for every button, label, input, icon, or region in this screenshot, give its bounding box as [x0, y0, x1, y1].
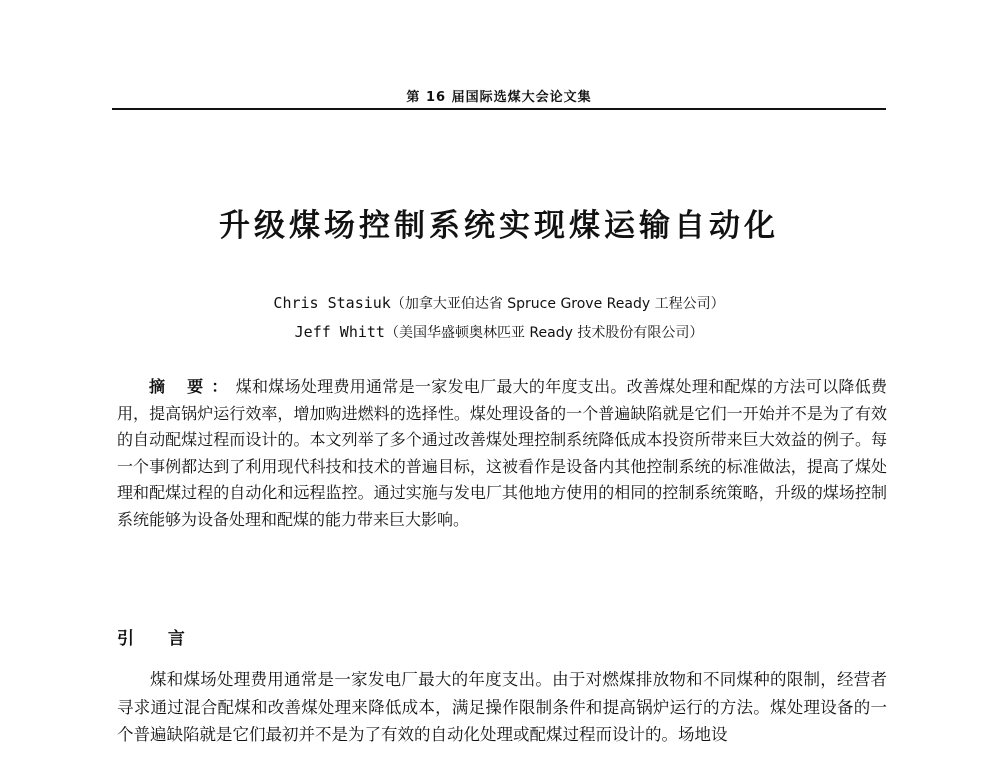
running-header: 第 16 届国际选煤大会论文集: [406, 90, 592, 105]
abstract-text: 煤和煤场处理费用通常是一家发电厂最大的年度支出。改善煤处理和配煤的方法可以降低费用，提高锅炉运行效率，增加购进燃料的选择性。煤处理设备的一个普遍缺陷就是它们一开始并不是为了有效的自动配煤过程而设计的。本文列举了多个通过改善煤处理控制系统降低成本投资所带来巨大效益的例子。每一个事例都达到了利用现代科技和技术的普遍目标，这被看作是设备内其他控制系统的标准做法，提高了煤处理和配煤过程的自动化和远程监控。通过实施与发电厂其他地方使用的相同的控制系统策略，升级的煤场控制系统能够为设备处理和配煤的能力带来巨大影响。: [117, 377, 887, 529]
author-name: Chris Stasiuk: [273, 294, 391, 312]
paper-title: 升级煤场控制系统实现煤运输自动化: [219, 208, 779, 244]
author-affiliation: （美国华盛顿奥林匹亚 Ready 技术股份有限公司）: [384, 325, 704, 341]
author-affiliation: （加拿大亚伯达省 Spruce Grove Ready 工程公司）: [390, 296, 725, 312]
author-line: [112, 322, 886, 342]
author-name: Jeff Whitt: [294, 323, 385, 341]
body-paragraph: 煤和煤场处理费用通常是一家发电厂最大的年度支出。由于对燃煤排放物和不同煤种的限制，经营者寻求通过混合配煤和改善煤处理来降低成本，满足操作限制条件和提高锅炉运行的方法。煤处理设备的一个普遍缺陷就是它们最初并不是为了有效的自动化处理或配煤过程而设计的。场地设: [117, 670, 887, 744]
author-line: [112, 293, 886, 313]
section-heading: 引 言: [117, 629, 199, 649]
header-rule: [112, 108, 886, 110]
abstract-label: 摘 要：: [149, 377, 236, 396]
abstract: [117, 374, 887, 533]
